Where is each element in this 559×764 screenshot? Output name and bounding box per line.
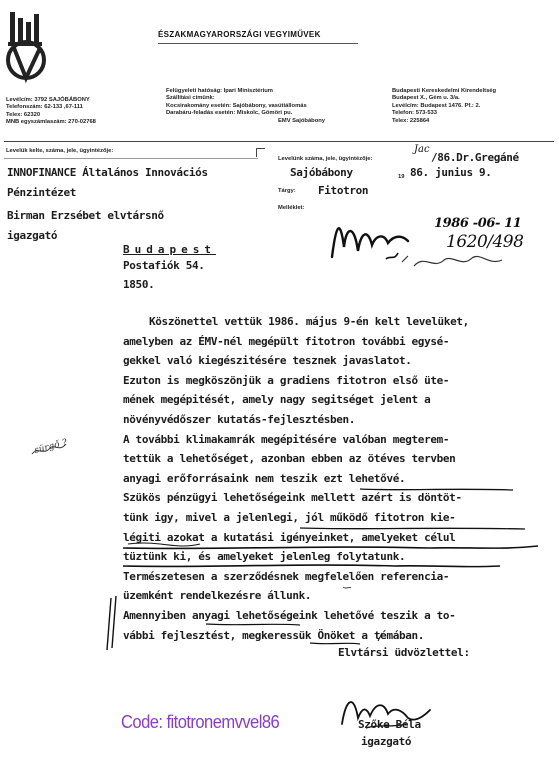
recipient-line: Pénzintézet [7,185,76,199]
body-line: Amennyiben anyagi lehetőségeink lehetővé teszik a to- [123,608,456,622]
handwritten-scribble [400,250,510,274]
letterhead-middle-line: EMV Sajóbábony [278,117,326,124]
their-reference-label: Levelük kelte, száma, jele, ügyintézője: [6,148,114,154]
header-rule [4,141,554,142]
body-line: üzemként rendelkezésre állunk. [123,589,312,603]
letterhead-middle-line: Szállítási címünk: [166,95,215,102]
letterhead-left-line: MNB egyszámlaszám: 270-02768 [6,119,96,126]
address-city: Budapest [123,243,216,256]
body-line: tünk igy, mivel a jelenlegi, jól működő fitotron kie- [123,510,456,524]
company-logo [4,8,52,88]
letterhead-left-line: Telex: 62320 [6,111,41,118]
letterhead-right-line: Telefon: 573-533 [392,110,437,117]
reference-date: 86. junius 9. [410,166,492,179]
reference-handwritten-prefix: Jac [414,144,430,155]
letterhead-right-line: Budapest X., Gém u. 3/a. [392,95,460,102]
stamp-date: 1986 -06- 11 [434,216,522,231]
recipient-line: Birman Erzsébet elvtársnő [7,209,164,223]
letterhead-left-line: Levélcím: 3792 SAJÓBÁBONY [6,97,90,103]
attachment-label: Melléklet: [278,205,305,211]
reference-subject: Fitotron [318,184,369,197]
body-line: vábbi fejlesztést, megkeressük Önöket a témában. [123,628,425,642]
address-block [123,240,216,295]
address-corner-mark [256,148,265,157]
letterhead-left-block [6,97,96,127]
body-line: Szükös pénzügyi lehetőségeink mellett azért is döntöt- [123,491,462,505]
letterhead-middle-line: Felügyeleti hatóság: Ipari Minisztérium [166,88,273,94]
body-line: növényvédőszer kutatás-fejlesztésben. [123,412,356,426]
signatory-title: igazgató [361,735,412,748]
body-line: légiti azokat a kutatási igényeinket, amelyeket célul [123,530,456,544]
watermark-code: Code: fitotronemvvel86 [121,712,280,732]
letterhead-right-block [392,88,496,125]
reference-city: Sajóbábony [290,166,353,179]
body-line: Köszönettel vettük 1986. május 9-én kelt levelüket, [149,315,469,328]
recipient-line: igazgató [7,228,58,242]
letterhead-middle-line: Kocsirakomány esetén: Sajóbábony, vasútiállomás [166,102,307,109]
margin-note-text: sürgő ? [33,437,69,457]
our-reference-label: Levelünk száma, jele, ügyintézője: [278,156,373,162]
body-line: tettük a lehetőséget, azonban ebben az ötéves tervben [123,452,456,466]
stamp-number: 1620/498 [446,232,524,252]
body-line: Természetesen a szerződésnek megfelelően referencia- [123,569,450,583]
body-line: Ezuton is megköszönjük a gradiens fitotron első üte- [123,373,450,387]
address-po-box: Postafiók 54. [123,258,205,272]
reference-number: /86.Dr.Gregáné [431,151,519,164]
letterhead-middle-block [166,88,325,125]
company-name: ÉSZAKMAGYARORSZÁGI VEGYIMŰVEK [158,30,321,39]
letterhead-right-line: Budapesti Kereskedelmi Kirendeltség [392,88,497,94]
letter-body [123,312,469,645]
body-line: amelyben az ÉMV-nél megépült fitotron további egysé- [123,334,450,348]
recipient-line: INNOFINANCE Általános Innovációs [7,166,208,179]
closing: Elvtársi üdvözlettel: [338,646,470,659]
letterhead-right-line: Levélcím: Budapest 1476. Pf.: 2. [392,102,481,109]
subject-label: Tárgy: [278,188,296,194]
letterhead-right-line: Telex: 225864 [392,117,430,124]
reference-year-prefix: 19 [398,174,405,180]
letterhead-divider [158,43,358,44]
margin-note-scribble [30,436,74,460]
body-line: gekkel való kiegészitésére tesznek javaslatot. [123,354,412,368]
signatory-name: Szőke Béla [358,718,421,731]
letterhead-middle-line: Darabáru-feladás esetén: Miskolc, Gömöri pu. [166,110,293,117]
recipient-block [7,163,208,245]
body-line: tüztünk ki, és amelyeket jelenleg folytatunk. [123,550,406,564]
body-line: anyagi erőforrásaink nem teszik ezt lehetővé. [123,471,406,485]
body-line: A további klimakamrák megépitésére valóban megterem- [123,432,450,446]
their-reference-rule [4,158,258,159]
address-zip: 1850. [123,278,155,292]
letterhead-left-line: Telefonszám: 62-133 ,67-111 [6,104,83,111]
body-line: mének megépitését, amely nagy segitséget jelent a [123,393,431,407]
